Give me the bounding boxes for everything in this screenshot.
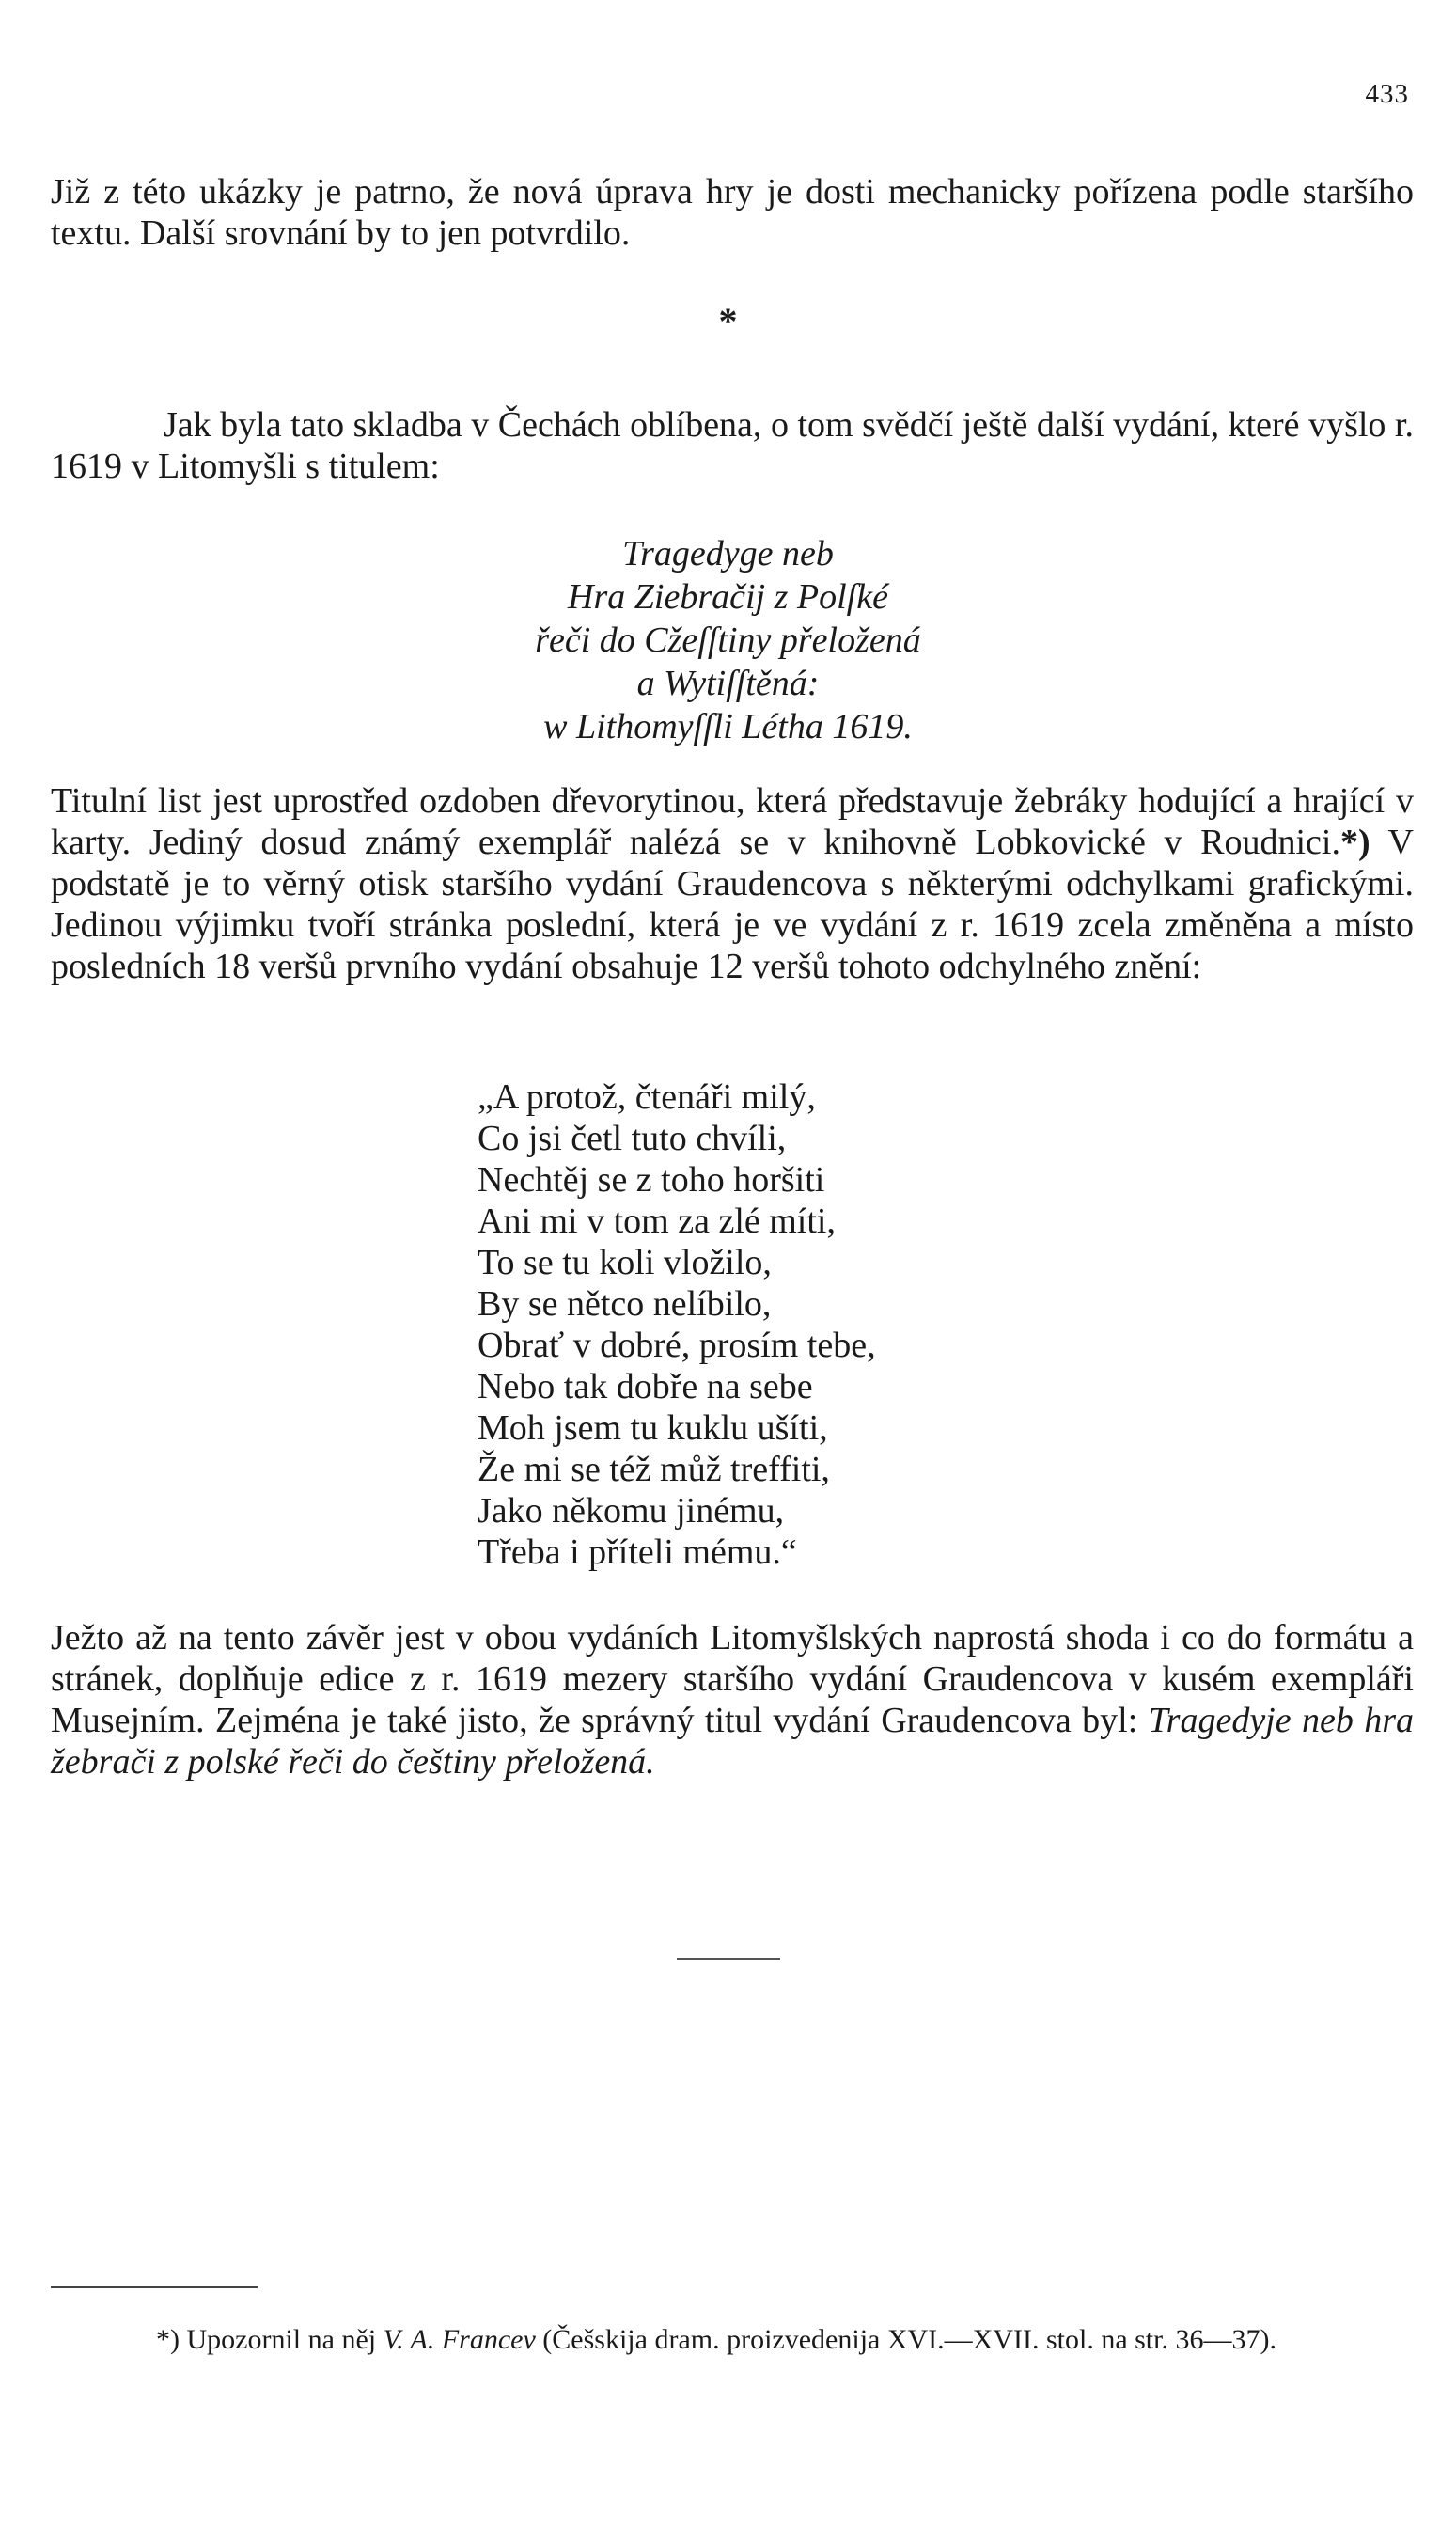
title-line: Hra Ziebračij z Polſké [568, 577, 888, 617]
section-separator: * [718, 300, 738, 342]
poem-line: By se nětco nelíbilo, [478, 1284, 772, 1324]
paragraph-conclusion [51, 1617, 1414, 1783]
italic-title: Tragedyje neb hra žebrači z polské řeči do češtiny přeložená. [51, 1701, 1414, 1782]
page-number: 433 [1365, 79, 1409, 109]
paragraph-text: Ježto až na tento závěr jest v obou vydáních Litomyšlských naprostá shoda i co do formátu a stránek, doplňuje edice z r. 1619 mezery staršího vydání Graudencova v kusém exempláři Musejním. Zejména je také jisto, že správný titul vydání Graudencova byl: [51, 1618, 1414, 1740]
title-line: w Lithomyſſli Létha 1619. [543, 707, 913, 746]
paragraph-edition-intro: Jak byla tato skladba v Čechách oblíbena, o tom svědčí ještě další vydání, které vyšlo r. 1619 v Litomyšli s titulem: [51, 405, 1414, 486]
poem-line: „A protož, čtenáři milý, [478, 1077, 816, 1117]
poem-quotation [478, 1076, 876, 1573]
poem-line: Obrať v dobré, prosím tebe, [478, 1326, 876, 1365]
paragraph-title-description [51, 780, 1414, 987]
footnote-author: V. A. Francev [383, 2324, 536, 2355]
poem-line: Jako někomu jinému, [478, 1491, 785, 1531]
poem-line: Ani mi v tom za zlé míti, [478, 1202, 836, 1241]
footnote-mark: *) [156, 2324, 180, 2355]
footnote-reference: *) [1339, 823, 1370, 862]
poem-line: Že mi se též můž treffiti, [478, 1450, 830, 1489]
poem-line: Moh jsem tu kuklu ušíti, [478, 1408, 828, 1448]
poem-line: Nebo tak dobře na sebe [478, 1367, 813, 1406]
book-title-block [0, 532, 1456, 748]
paragraph-text: Titulní list jest uprostřed ozdoben dřevorytinou, která představuje žebráky hodující a hrající v karty. Jediný dosud známý exemplář nalézá se v knihovně Lobkovické v Roudnici. [51, 781, 1414, 862]
footnote-rule [51, 2286, 258, 2288]
footnote-text-continued: (Češskija dram. proizvedenija XVI.—XVII. stol. na str. 36—37). [535, 2324, 1276, 2355]
title-line: a Wytiſſtěná: [636, 664, 820, 703]
footnote-text: Upozornil na něj [180, 2324, 384, 2355]
poem-line: Třeba i příteli mému.“ [478, 1532, 797, 1572]
title-line: Tragedyge neb [622, 534, 834, 573]
paragraph-text-continued: V podstatě je to věrný otisk staršího vydání Graudencova s některými odchylkami grafickými. Jedinou výjimku tvoří stránka poslední, která je ve vydání z r. 1619 zcela změněna a místo posledních 18 veršů prvního vydání obsahuje 12 veršů tohoto odchylného znění: [51, 823, 1414, 986]
poem-line: To se tu koli vložilo, [478, 1243, 772, 1282]
intro-paragraph: Již z této ukázky je patrno, že nová úprava hry je dosti mechanicky pořízena podle staršího textu. Další srovnání by to jen potvrdilo. [51, 172, 1414, 253]
end-divider [677, 1958, 780, 1960]
footnote [51, 2322, 1414, 2358]
poem-line: Co jsi četl tuto chvíli, [478, 1119, 787, 1158]
title-line: řeči do Cžeſſtiny přeložená [535, 620, 921, 660]
poem-line: Nechtěj se z toho horšiti [478, 1160, 825, 1200]
